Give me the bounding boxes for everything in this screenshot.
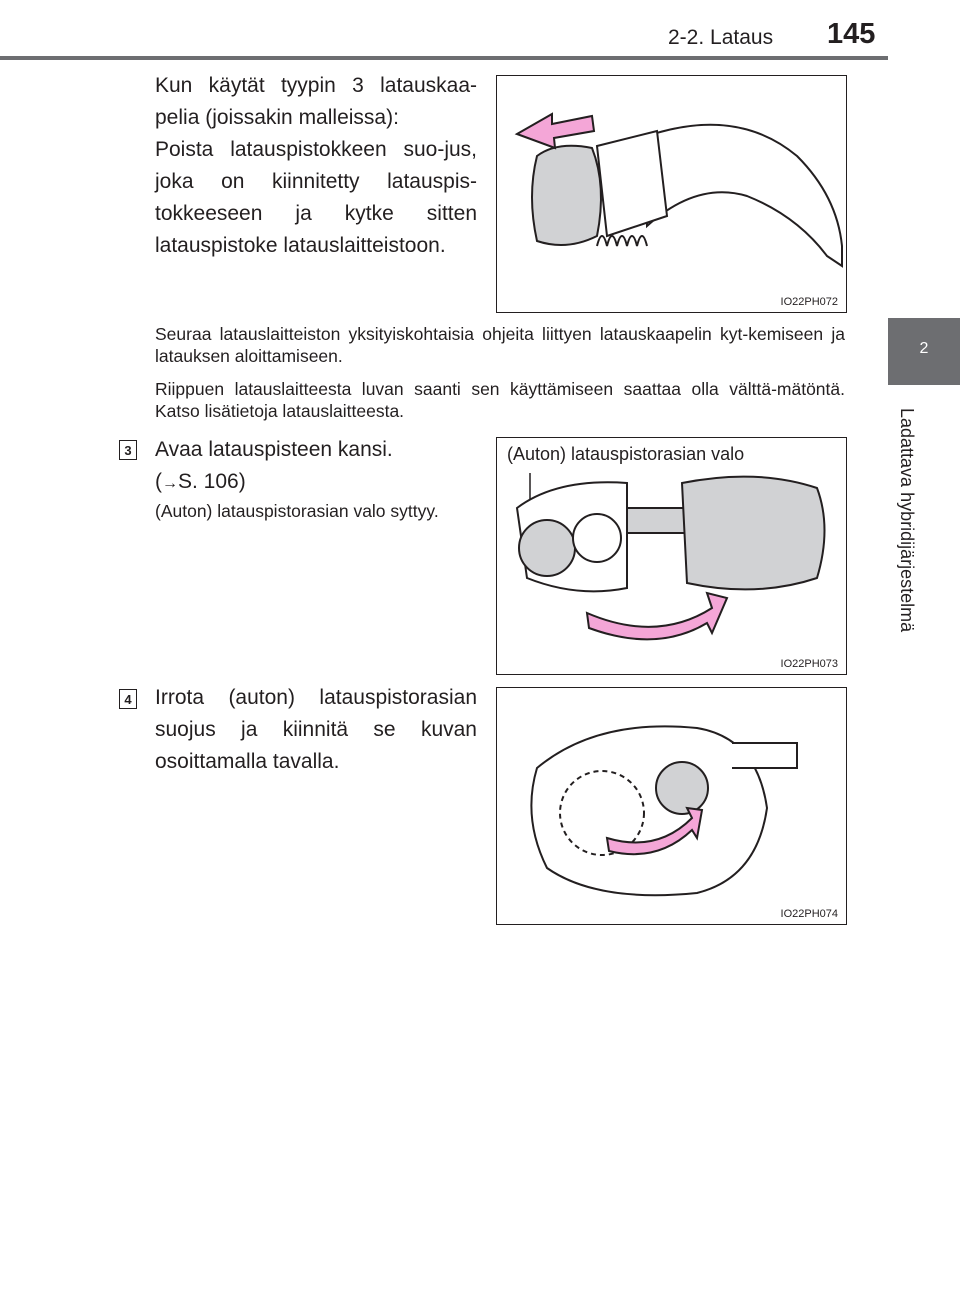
step-3-ref-open: ( xyxy=(155,470,162,493)
step-3-page-ref[interactable]: S. 106) xyxy=(178,470,246,493)
step-3-number: 3 xyxy=(119,440,137,460)
step-3-subtext: (Auton) latauspistorasian valo syttyy. xyxy=(155,501,439,521)
plug-illustration xyxy=(497,76,847,313)
figure-charging-plug xyxy=(496,75,847,313)
step-3-instruction: Avaa latauspisteen kansi. xyxy=(155,438,393,461)
figure-inlet-cover xyxy=(496,687,847,925)
note-2: Riippuen latauslaitteesta luvan saanti sen käyttämiseen saattaa olla välttä-mätöntä. Katso lisätietoja latauslaitteesta. xyxy=(155,379,845,421)
step-4-text: Irrota (auton) latauspistorasian suojus ja kiinnitä se kuvan osoittamalla tavalla. xyxy=(155,686,477,773)
step-4-number: 4 xyxy=(119,689,137,709)
lid-illustration xyxy=(497,438,847,675)
inlet-illustration xyxy=(497,688,847,925)
figure-code: IO22PH072 xyxy=(780,296,838,308)
figure-callout: (Auton) latauspistorasian valo xyxy=(507,444,745,464)
figure-code: IO22PH073 xyxy=(780,658,838,670)
step-3-text xyxy=(155,434,477,500)
page-number: 145 xyxy=(827,18,876,50)
figure-charging-lid xyxy=(496,437,847,675)
note-1: Seuraa latauslaitteiston yksityiskohtaisia ohjeita liittyen latauskaapelin kyt-kemiseen ja latauksen aloittamiseen. xyxy=(155,324,845,366)
intro-instruction: Poista latauspistokkeen suo-jus, joka on kiinnitetty latauspis-tokkeeseen ja kytke sitten latauspistoke latauslaitteistoon. xyxy=(155,138,477,257)
intro-lead: Kun käytät tyypin 3 latauskaa-pelia (joissakin malleissa): xyxy=(155,74,477,129)
chapter-number: 2 xyxy=(919,340,929,357)
arrow-right-icon: → xyxy=(162,475,178,492)
chapter-tab xyxy=(888,318,960,385)
header-rule xyxy=(0,56,888,60)
chapter-title: Ladattava hybridijärjestelmä xyxy=(897,408,917,633)
figure-code: IO22PH074 xyxy=(780,908,838,920)
section-title: 2-2. Lataus xyxy=(668,26,774,49)
